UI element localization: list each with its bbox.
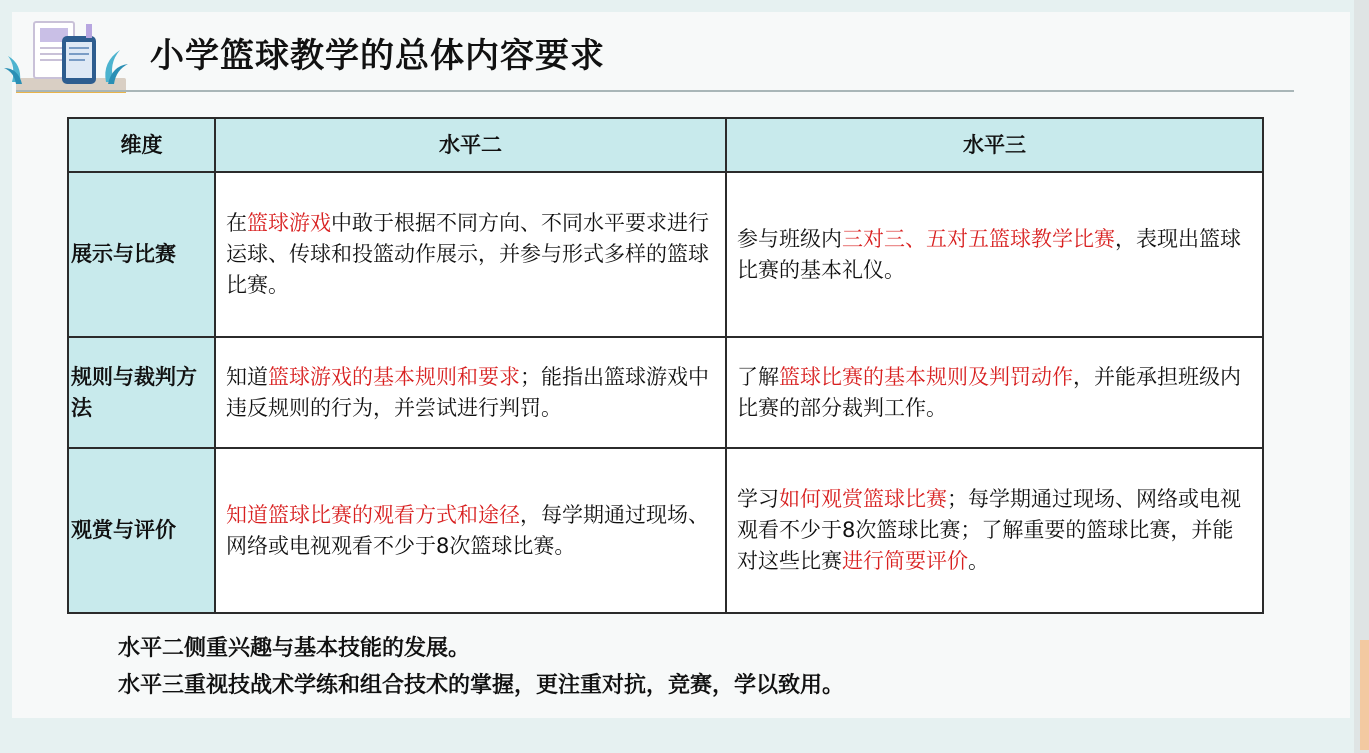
highlighted-text: 进行简要评价 (842, 549, 968, 573)
note-level-3: 水平三重视技战术学练和组合技术的掌握，更注重对抗，竞赛，学以致用。 (118, 673, 845, 698)
row-dimension: 规则与裁判方法 (68, 337, 215, 448)
text-segment: 参与班级内 (737, 226, 842, 251)
row-level-3-text (726, 172, 1263, 337)
row-level-3-text (726, 337, 1263, 448)
highlighted-text: 篮球比赛的基本规则及判罚动作 (779, 364, 1073, 389)
row-level-2-text (215, 337, 726, 448)
header-level-2: 水平二 (215, 118, 726, 172)
note-level-2: 水平二侧重兴趣与基本技能的发展。 (118, 636, 471, 661)
text-segment: 学习 (737, 487, 779, 511)
edge-accent (1360, 640, 1369, 750)
highlighted-text: 三对三、五对五篮球教学比赛 (842, 226, 1115, 251)
text-segment: ，每学期通过现场、网络或电视观看不少于8次篮球比赛。 (226, 502, 709, 558)
table-row (68, 172, 1263, 337)
text-segment: ，并能承担班级内比赛的部分裁判工作。 (737, 364, 1241, 420)
highlighted-text: 知道篮球比赛的观看方式和途径 (226, 502, 520, 527)
content-requirements-table (67, 117, 1264, 614)
table-header-row (68, 118, 1263, 172)
header-level-3: 水平三 (726, 118, 1263, 172)
clipboard-phone-illustration-icon (2, 16, 130, 96)
text-segment: 。 (968, 549, 989, 573)
header-dimension: 维度 (68, 118, 215, 172)
text-segment: 在 (226, 211, 247, 235)
row-level-2-text (215, 172, 726, 337)
row-level-2-text (215, 448, 726, 613)
row-dimension: 观赏与评价 (68, 448, 215, 613)
table-row (68, 448, 1263, 613)
right-edge-strip (1354, 0, 1369, 753)
text-segment: 中敢于根据不同方向、不同水平要求进行运球、传球和投篮动作展示，并参与形式多样的篮球比赛。 (226, 211, 709, 297)
text-segment: 知道 (226, 364, 268, 389)
highlighted-text: 篮球游戏的基本规则和要求 (268, 364, 520, 389)
text-segment: ；能指出篮球游戏中违反规则的行为，并尝试进行判罚。 (226, 364, 709, 420)
title-divider (16, 90, 1294, 92)
summary-notes (118, 630, 844, 704)
page-title: 小学篮球教学的总体内容要求 (150, 36, 605, 76)
highlighted-text: 如何观赏篮球比赛 (779, 487, 947, 511)
highlighted-text: 篮球游戏 (247, 211, 331, 235)
table-row (68, 337, 1263, 448)
row-dimension: 展示与比赛 (68, 172, 215, 337)
row-level-3-text (726, 448, 1263, 613)
text-segment: ，表现出篮球比赛的基本礼仪。 (737, 226, 1241, 282)
text-segment: ；每学期通过现场、网络或电视观看不少于8次篮球比赛；了解重要的篮球比赛，并能对这些比赛 (737, 487, 1241, 573)
text-segment: 了解 (737, 364, 779, 389)
